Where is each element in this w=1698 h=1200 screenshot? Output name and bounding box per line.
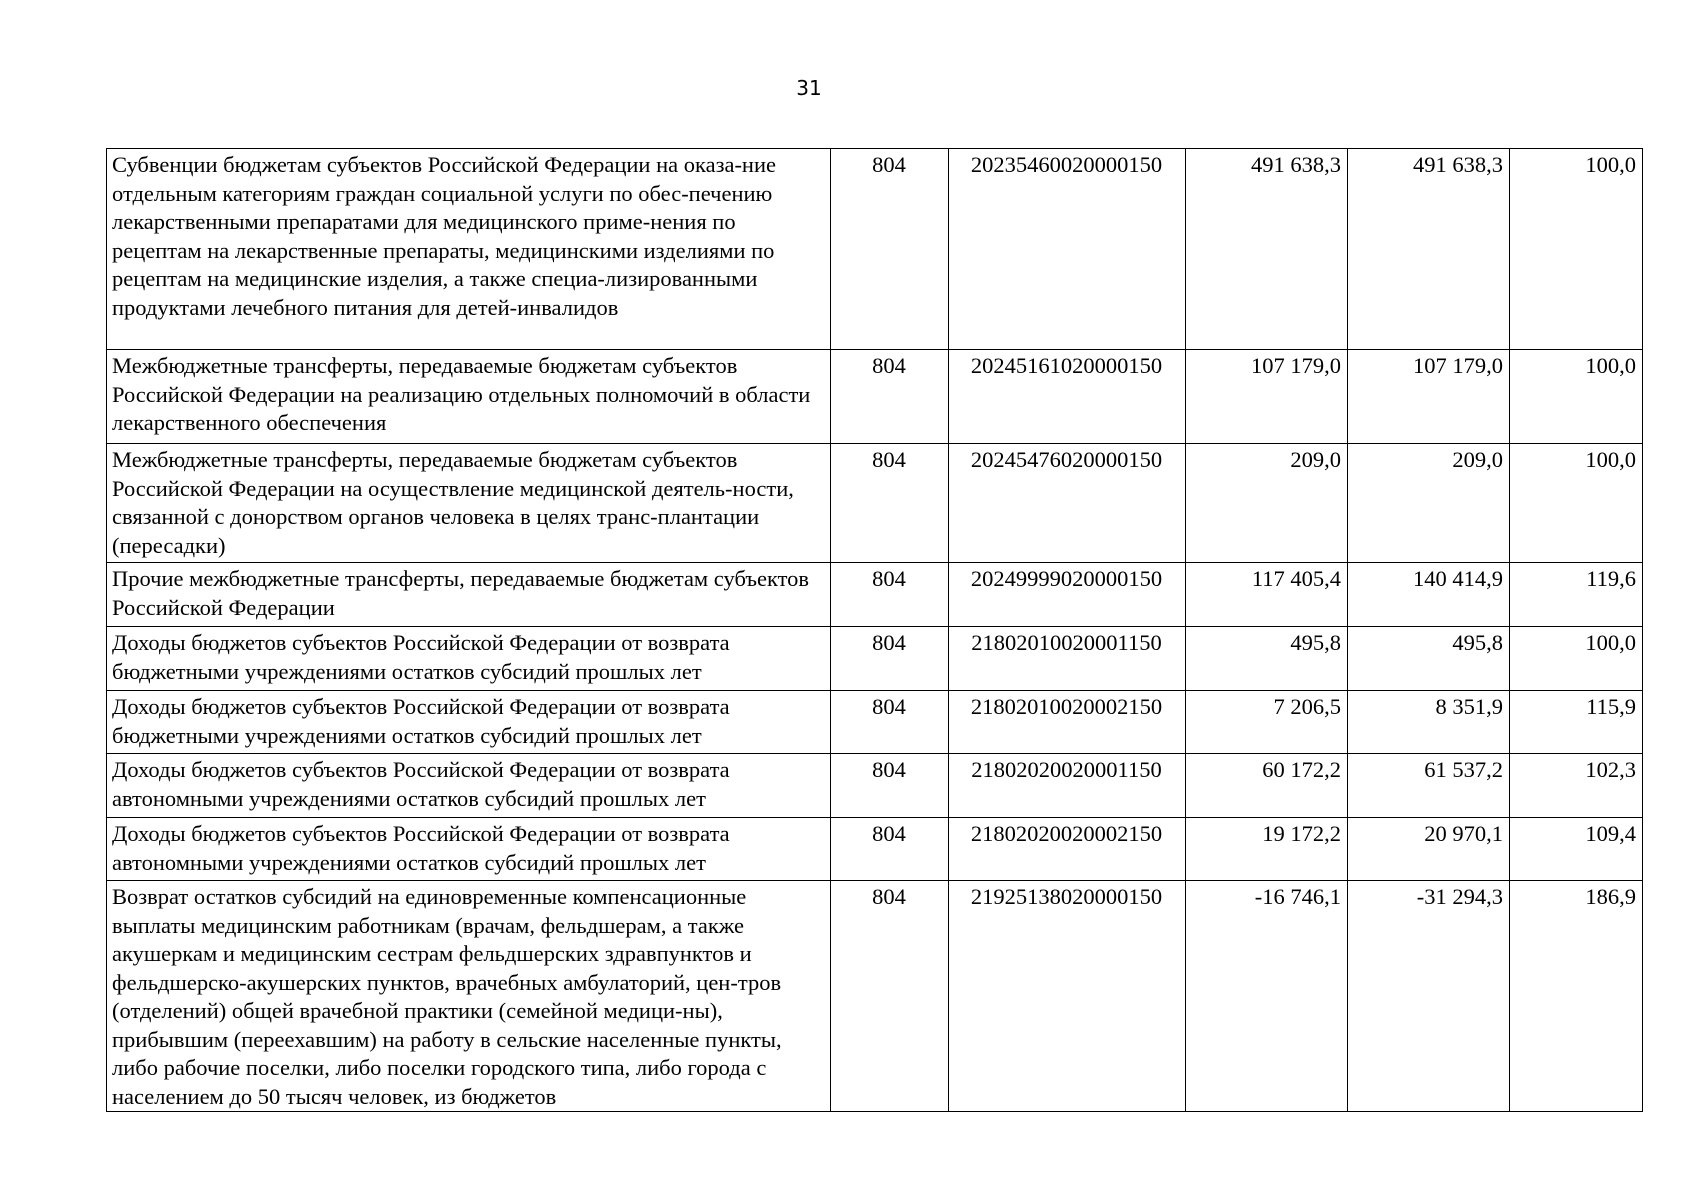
row-description: Доходы бюджетов субъектов Российской Федерации от возврата бюджетными учреждениями остатков субсидий прошлых лет (107, 627, 831, 691)
row-description: Доходы бюджетов субъектов Российской Федерации от возврата автономными учреждениями остатков субсидий прошлых лет (107, 818, 831, 881)
row-budget-code: 21925138020000150 (949, 881, 1186, 1112)
table-row (107, 350, 1643, 444)
row-percent: 100,0 (1510, 444, 1643, 563)
row-percent: 115,9 (1510, 691, 1643, 754)
row-percent: 100,0 (1510, 627, 1643, 691)
row-plan-value: 107 179,0 (1186, 350, 1348, 444)
row-plan-value: 117 405,4 (1186, 563, 1348, 627)
row-executed-value: 20 970,1 (1348, 818, 1510, 881)
row-percent: 102,3 (1510, 754, 1643, 818)
row-executed-value: 209,0 (1348, 444, 1510, 563)
row-executed-value: 107 179,0 (1348, 350, 1510, 444)
row-description: Межбюджетные трансферты, передаваемые бюджетам субъектов Российской Федерации на реализацию отдельных полномочий в области лекарственного обеспечения (107, 350, 831, 444)
row-percent: 109,4 (1510, 818, 1643, 881)
row-budget-code: 20249999020000150 (949, 563, 1186, 627)
row-plan-value: 491 638,3 (1186, 149, 1348, 350)
row-budget-code: 21802010020001150 (949, 627, 1186, 691)
row-plan-value: 495,8 (1186, 627, 1348, 691)
row-admin-code: 804 (831, 881, 949, 1112)
row-description: Доходы бюджетов субъектов Российской Федерации от возврата автономными учреждениями остатков субсидий прошлых лет (107, 754, 831, 818)
row-plan-value: 209,0 (1186, 444, 1348, 563)
row-budget-code: 21802010020002150 (949, 691, 1186, 754)
row-percent: 119,6 (1510, 563, 1643, 627)
row-percent: 100,0 (1510, 350, 1643, 444)
row-plan-value: 60 172,2 (1186, 754, 1348, 818)
table-row (107, 691, 1643, 754)
row-budget-code: 20245476020000150 (949, 444, 1186, 563)
row-plan-value: 7 206,5 (1186, 691, 1348, 754)
row-admin-code: 804 (831, 444, 949, 563)
table-row (107, 444, 1643, 563)
row-budget-code: 21802020020002150 (949, 818, 1186, 881)
row-budget-code: 20235460020000150 (949, 149, 1186, 350)
row-executed-value: 140 414,9 (1348, 563, 1510, 627)
row-admin-code: 804 (831, 754, 949, 818)
row-budget-code: 21802020020001150 (949, 754, 1186, 818)
row-admin-code: 804 (831, 149, 949, 350)
row-description: Межбюджетные трансферты, передаваемые бюджетам субъектов Российской Федерации на осуществление медицинской деятель-ности, связанной с донорством органов человека в целях транс-плантации (пересадки) (107, 444, 831, 563)
table-row (107, 149, 1643, 350)
row-executed-value: 495,8 (1348, 627, 1510, 691)
row-admin-code: 804 (831, 350, 949, 444)
row-admin-code: 804 (831, 818, 949, 881)
row-executed-value: 8 351,9 (1348, 691, 1510, 754)
row-budget-code: 20245161020000150 (949, 350, 1186, 444)
row-description: Возврат остатков субсидий на единовременные компенсационные выплаты медицинским работникам (врачам, фельдшерам, а также акушеркам и медицинским сестрам фельдшерских здравпунктов и фельдшерско-акушерских пунктов, врачебных амбулаторий, цен-тров (отделений) общей врачебной практики (семейной медици-ны), прибывшим (переехавшим) на работу в сельские населенные пункты, либо рабочие поселки, либо поселки городского типа, либо города с населением до 50 тысяч человек, из бюджетов (107, 881, 831, 1112)
row-executed-value: 61 537,2 (1348, 754, 1510, 818)
row-description: Прочие межбюджетные трансферты, передаваемые бюджетам субъектов Российской Федерации (107, 563, 831, 627)
row-admin-code: 804 (831, 563, 949, 627)
row-admin-code: 804 (831, 691, 949, 754)
budget-table (106, 148, 1643, 1112)
row-percent: 186,9 (1510, 881, 1643, 1112)
row-admin-code: 804 (831, 627, 949, 691)
row-executed-value: 491 638,3 (1348, 149, 1510, 350)
table-row (107, 818, 1643, 881)
row-executed-value: -31 294,3 (1348, 881, 1510, 1112)
table-row (107, 627, 1643, 691)
row-description: Доходы бюджетов субъектов Российской Федерации от возврата бюджетными учреждениями остатков субсидий прошлых лет (107, 691, 831, 754)
row-plan-value: -16 746,1 (1186, 881, 1348, 1112)
table-row (107, 754, 1643, 818)
table-row (107, 563, 1643, 627)
row-description: Субвенции бюджетам субъектов Российской Федерации на оказа-ние отдельным категориям граждан социальной услуги по обес-печению лекарственными препаратами для медицинского приме-нения по рецептам на лекарственные препараты, медицинскими изделиями по рецептам на медицинские изделия, а также специа-лизированными продуктами лечебного питания для детей-инвалидов (107, 149, 831, 350)
page-number: 31 (796, 76, 822, 100)
table-row (107, 881, 1643, 1112)
row-percent: 100,0 (1510, 149, 1643, 350)
row-plan-value: 19 172,2 (1186, 818, 1348, 881)
